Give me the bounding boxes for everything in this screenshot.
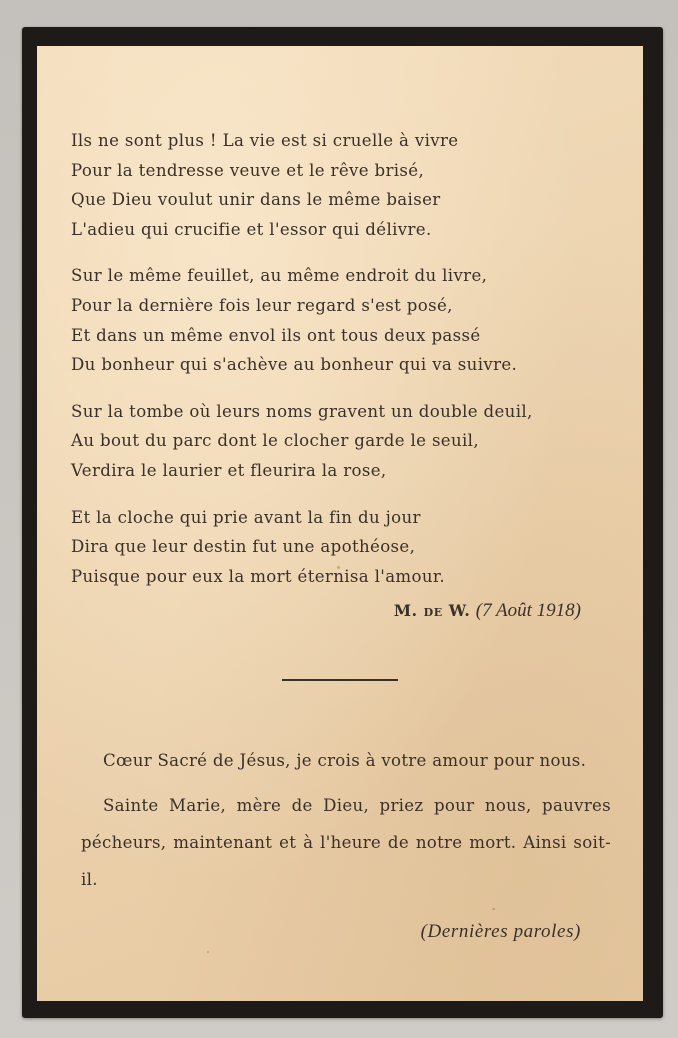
poem-line: Sur la tombe où leurs noms gravent un double deuil, bbox=[71, 401, 533, 421]
signature-author: M. de W. bbox=[393, 601, 471, 620]
poem-line: Du bonheur qui s'achève au bonheur qui va suivre. bbox=[71, 355, 518, 375]
paper-spot bbox=[492, 908, 495, 910]
poem-line: Pour la tendresse veuve et le rêve brisé, bbox=[71, 160, 425, 180]
signature-date: (7 Août 1918) bbox=[475, 600, 581, 621]
poem bbox=[71, 126, 533, 608]
paper-spot bbox=[207, 951, 209, 953]
poem-line: Au bout du parc dont le clocher garde le seuil, bbox=[71, 431, 479, 451]
prayer-hail-mary: Sainte Marie, mère de Dieu, priez pour nous, pauvres pécheurs, maintenant et à l'heure de notre mort. Ainsi soit-il. bbox=[81, 796, 611, 889]
prayer-sacred-heart: Cœur Sacré de Jésus, je crois à votre amour pour nous. bbox=[103, 751, 587, 770]
poem-line: L'adieu qui crucifie et l'essor qui délivre. bbox=[71, 219, 432, 239]
last-words-caption: (Dernières paroles) bbox=[420, 921, 581, 942]
poem-line: Et la cloche qui prie avant la fin du jour bbox=[71, 507, 421, 527]
card-paper bbox=[37, 46, 643, 1001]
poem-line: Pour la dernière fois leur regard s'est posé, bbox=[71, 295, 453, 315]
poem-line: Ils ne sont plus ! La vie est si cruelle à vivre bbox=[71, 131, 459, 150]
poem-line: Et dans un même envol ils ont tous deux passé bbox=[71, 325, 481, 345]
poem-line: Verdira le laurier et fleurira la rose, bbox=[71, 460, 387, 480]
poem-line: Sur le même feuillet, au même endroit du livre, bbox=[71, 266, 488, 286]
poem-signature bbox=[394, 600, 581, 622]
poem-line: Que Dieu voulut unir dans le même baiser bbox=[71, 190, 441, 210]
paper-spot bbox=[337, 566, 340, 569]
poem-line: Dira que leur destin fut une apothéose, bbox=[71, 537, 416, 557]
section-divider bbox=[282, 679, 398, 681]
poem-stanza-1 bbox=[71, 126, 533, 244]
poem-stanza-2 bbox=[71, 261, 533, 379]
prayers bbox=[81, 742, 611, 906]
poem-stanza-3 bbox=[71, 397, 533, 486]
mourning-card bbox=[22, 27, 663, 1018]
poem-line: Puisque pour eux la mort éternisa l'amour. bbox=[71, 566, 445, 586]
poem-stanza-4 bbox=[71, 503, 533, 592]
